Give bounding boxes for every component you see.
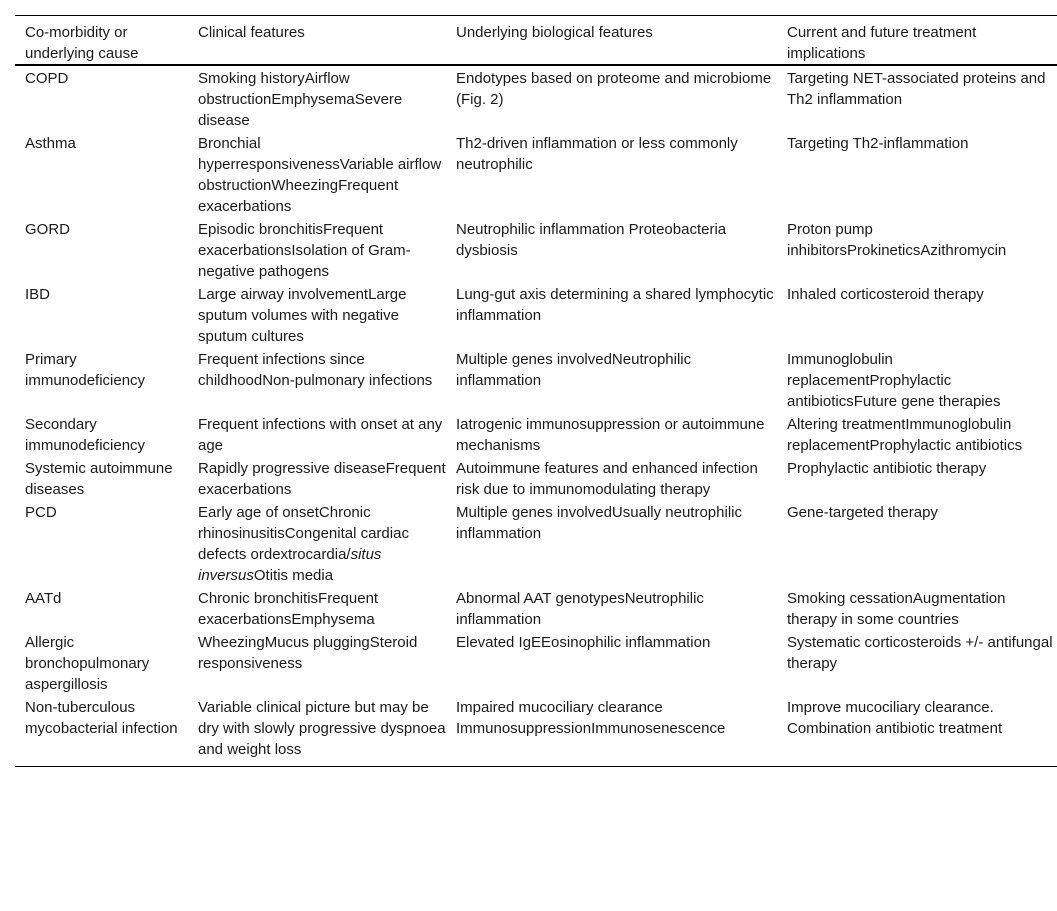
- cell-clinical: Frequent infections with onset at any age: [198, 416, 443, 454]
- table-row: [15, 588, 1057, 632]
- cell-biological: Impaired mucociliary clearance ImmunosuppressionImmunosenescence: [456, 699, 726, 737]
- cell-clinical: Episodic bronchitisFrequent exacerbationsIsolation of Gram-negative pathogens: [198, 221, 411, 280]
- cell-cause: Primary immunodeficiency: [25, 351, 146, 389]
- cell-clinical: Smoking historyAirflow obstructionEmphysemaSevere disease: [198, 70, 403, 129]
- cell-biological: Endotypes based on proteome and microbiome (Fig. 2): [456, 70, 772, 108]
- table-row: [15, 284, 1057, 349]
- table-row: [15, 697, 1057, 767]
- cell-cause: Allergic bronchopulmonary aspergillosis: [25, 634, 150, 693]
- cell-biological: Lung-gut axis determining a shared lymphocytic inflammation: [456, 286, 774, 324]
- header-biological-features: Underlying biological features: [456, 24, 653, 41]
- table-row: [15, 65, 1057, 133]
- table-row: [15, 458, 1057, 502]
- cell-treatment: Smoking cessationAugmentation therapy in some countries: [787, 590, 1006, 628]
- table-row: [15, 133, 1057, 219]
- cell-biological: Neutrophilic inflammation Proteobacteria dysbiosis: [456, 221, 727, 259]
- cell-cause: IBD: [25, 286, 51, 303]
- table-header-row: [15, 16, 1057, 66]
- cell-clinical: Large airway involvementLarge sputum volumes with negative sputum cultures: [198, 286, 407, 345]
- table-row: [15, 502, 1057, 588]
- cell-cause: COPD: [25, 70, 69, 87]
- cell-biological: Abnormal AAT genotypesNeutrophilic inflammation: [456, 590, 704, 628]
- clinical-italic-text: situs inversus: [198, 546, 382, 584]
- header-treatment-implications: Current and future treatment implications: [787, 24, 977, 62]
- cell-treatment: Targeting NET-associated proteins and Th2 inflammation: [787, 70, 1046, 108]
- table-row: [15, 219, 1057, 284]
- cell-clinical: Variable clinical picture but may be dry with slowly progressive dyspnoea and weight loss: [198, 699, 446, 758]
- cell-cause: AATd: [25, 590, 62, 607]
- cell-cause: Secondary immunodeficiency: [25, 416, 146, 454]
- table-row: [15, 632, 1057, 697]
- cell-biological: Elevated IgEEosinophilic inflammation: [456, 634, 711, 651]
- cell-treatment: Targeting Th2-inflammation: [787, 135, 969, 152]
- cell-clinical: Frequent infections since childhoodNon-pulmonary infections: [198, 351, 433, 389]
- cell-biological: Th2-driven inflammation or less commonly neutrophilic: [456, 135, 738, 173]
- cell-cause: Systemic autoimmune diseases: [25, 460, 173, 498]
- cell-treatment: Altering treatmentImmunoglobulin replacementProphylactic antibiotics: [787, 416, 1023, 454]
- cell-clinical: WheezingMucus pluggingSteroid responsiveness: [198, 634, 418, 672]
- cell-treatment: Inhaled corticosteroid therapy: [787, 286, 984, 303]
- cell-treatment: Immunoglobulin replacementProphylactic antibioticsFuture gene therapies: [787, 351, 1001, 410]
- cell-clinical: Rapidly progressive diseaseFrequent exacerbations: [198, 460, 446, 498]
- cell-biological: Autoimmune features and enhanced infection risk due to immunomodulating therapy: [456, 460, 758, 498]
- cell-treatment: Proton pump inhibitorsProkineticsAzithromycin: [787, 221, 1007, 259]
- table-row: [15, 414, 1057, 458]
- clinical-text: Early age of onsetChronic rhinosinusitisCongenital cardiac defects ordextrocardia/: [198, 504, 409, 563]
- cell-biological: Multiple genes involvedUsually neutrophilic inflammation: [456, 504, 742, 542]
- cell-cause: GORD: [25, 221, 70, 238]
- cell-treatment: Prophylactic antibiotic therapy: [787, 460, 987, 477]
- cell-biological: Iatrogenic immunosuppression or autoimmune mechanisms: [456, 416, 765, 454]
- comorbidity-table: [15, 15, 1057, 767]
- cell-cause: Non-tuberculous mycobacterial infection: [25, 699, 178, 737]
- cell-biological: Multiple genes involvedNeutrophilic inflammation: [456, 351, 692, 389]
- cell-treatment: Systematic corticosteroids +/- antifungal therapy: [787, 634, 1053, 672]
- cell-treatment: Gene-targeted therapy: [787, 504, 938, 521]
- cell-cause: Asthma: [25, 135, 76, 152]
- table-row: [15, 349, 1057, 414]
- header-clinical-features: Clinical features: [198, 24, 305, 41]
- clinical-text: Otitis media: [253, 567, 334, 584]
- cell-clinical: [188, 502, 446, 588]
- cell-clinical: Bronchial hyperresponsivenessVariable airflow obstructionWheezingFrequent exacerbations: [198, 135, 442, 215]
- cell-clinical: Chronic bronchitisFrequent exacerbationsEmphysema: [198, 590, 379, 628]
- cell-treatment: Improve mucociliary clearance. Combination antibiotic treatment: [787, 699, 1003, 737]
- cell-cause: PCD: [25, 504, 57, 521]
- header-comorbidity: Co-morbidity or underlying cause: [25, 24, 139, 62]
